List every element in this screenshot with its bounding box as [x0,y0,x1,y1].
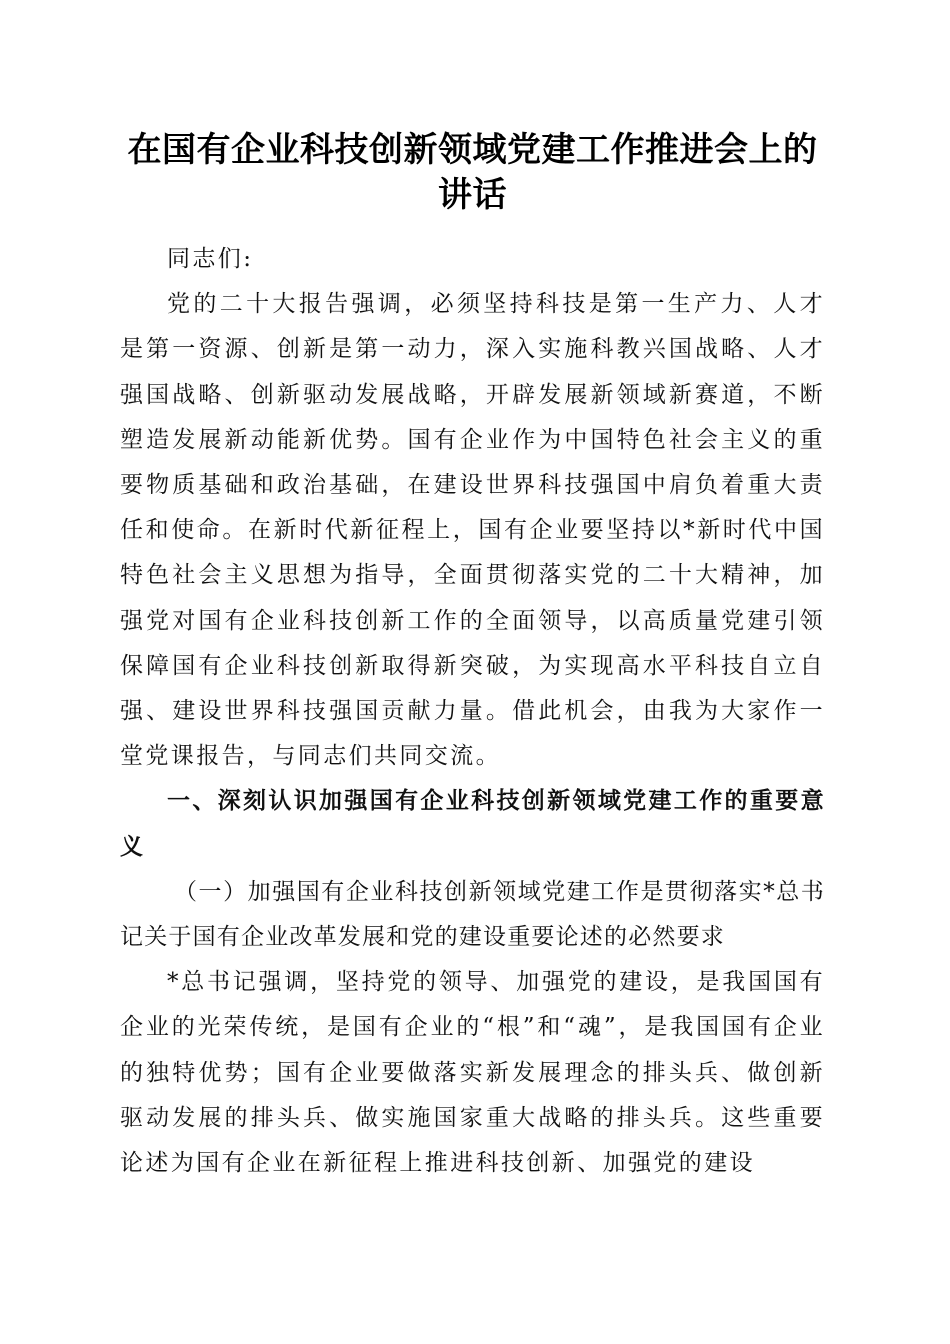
subsection-1-paragraph: *总书记强调，坚持党的领导、加强党的建设，是我国国有企业的光荣传统，是国有企业的“根”和“魂”，是我国国有企业的独特优势；国有企业要做落实新发展理念的排头兵、做创新驱动发展的排头兵、做实施国家重大战略的排头兵。这些重要论述为国有企业在新征程上推进科技创新、加强党的建设 [120,969,825,1177]
subsection-1-heading: （一）加强国有企业科技创新领域党建工作是贯彻落实*总书记关于国有企业改革发展和党的建设重要论述的必然要求 [120,878,825,951]
title-line-1: 在国有企业科技创新领域党建工作推进会上的 [127,130,818,170]
intro-paragraph: 党的二十大报告强调，必须坚持科技是第一生产力、人才是第一资源、创新是第一动力，深入实施科教兴国战略、人才强国战略、创新驱动发展战略，开辟发展新领域新赛道，不断塑造发展新动能新优势。国有企业作为中国特色社会主义的重要物质基础和政治基础，在建设世界科技强国中肩负着重大责任和使命。在新时代新征程上，国有企业要坚持以*新时代中国特色社会主义思想为指导，全面贯彻落实党的二十大精神，加强党对国有企业科技创新工作的全面领导，以高质量党建引领保障国有企业科技创新取得新突破，为实现高水平科技自立自强、建设世界科技强国贡献力量。借此机会，由我为大家作一堂党课报告，与同志们共同交流。 [120,291,825,770]
document-page [120,128,825,1186]
salutation: 同志们: [167,246,254,272]
section-1-heading: 一、深刻认识加强国有企业科技创新领域党建工作的重要意义 [120,788,825,860]
document-body [120,237,825,1186]
document-title [120,128,825,218]
title-line-2: 讲话 [438,175,507,215]
